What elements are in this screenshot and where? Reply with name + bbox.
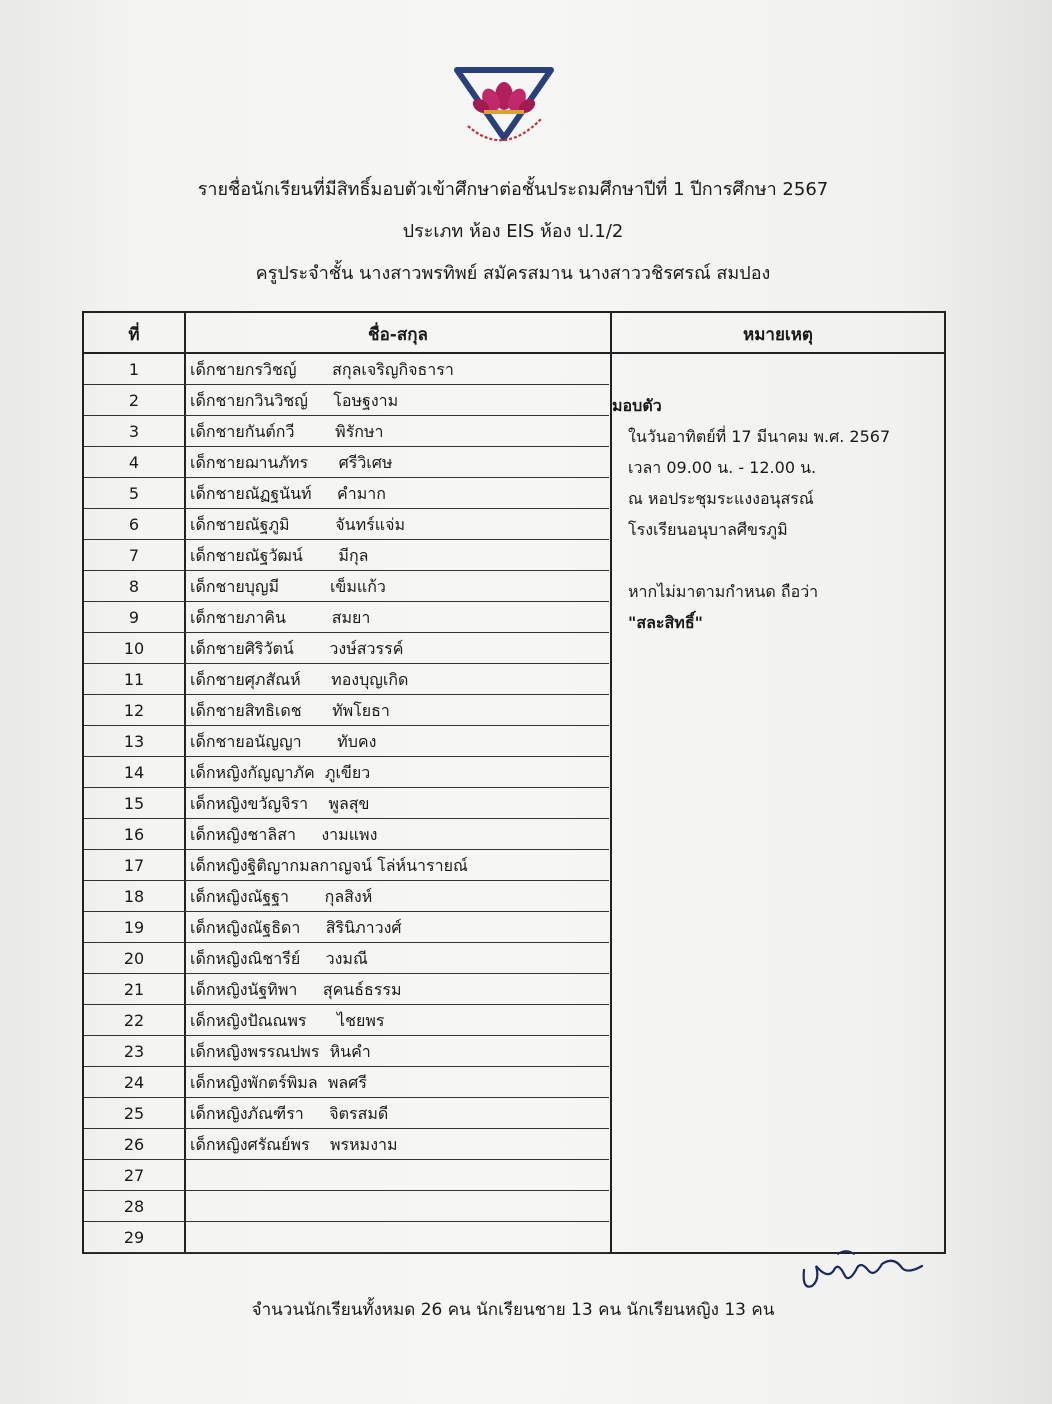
table-row — [84, 819, 609, 850]
school-logo — [454, 66, 554, 156]
table-row — [84, 602, 609, 633]
table-row — [84, 447, 609, 478]
student-name: เด็กชายอนัญญา ทับคง — [190, 732, 377, 751]
document-title: รายชื่อนักเรียนที่มีสิทธิ์มอบตัวเข้าศึกษาต่อชั้นประถมศึกษาปีที่ 1 ปีการศึกษา 2567 — [197, 179, 829, 200]
row-number: 21 — [123, 980, 145, 999]
row-number: 18 — [123, 887, 145, 906]
student-name: เด็กหญิงณัฐฐา กุลสิงห์ — [190, 887, 373, 906]
student-name: เด็กหญิงนัฐทิพา สุคนธ์ธรรม — [190, 980, 402, 999]
table-row — [84, 1067, 609, 1098]
student-name: เด็กหญิงขวัญจิรา พูลสุข — [190, 794, 370, 813]
row-number: 4 — [128, 453, 140, 472]
student-name: เด็กชายกันต์กวี พิรักษา — [190, 422, 384, 441]
table-row — [84, 726, 609, 757]
student-name: เด็กชายณัฐวัฒน์ มีกุล — [190, 546, 369, 565]
row-number: 16 — [123, 825, 145, 844]
table-row — [84, 943, 609, 974]
table-row — [84, 478, 609, 509]
row-number: 13 — [123, 732, 145, 751]
table-row — [84, 850, 609, 881]
student-name: เด็กหญิงพักตร์พิมล พลศรี — [190, 1073, 367, 1092]
row-number: 15 — [123, 794, 145, 813]
remarks-place: ณ หอประชุมระแงงอนุสรณ์ — [628, 489, 814, 508]
remarks-forfeit: "สละสิทธิ์" — [628, 613, 703, 632]
signature — [798, 1240, 928, 1300]
row-number: 2 — [128, 391, 140, 410]
table-row — [84, 757, 609, 788]
remarks-cell — [612, 390, 932, 638]
row-number: 17 — [123, 856, 145, 875]
table-row — [84, 416, 609, 447]
column-header-name: ชื่อ-สกุล — [368, 325, 428, 345]
student-name: เด็กชายภาคิน สมยา — [190, 608, 371, 627]
table-row — [84, 633, 609, 664]
row-number: 22 — [123, 1011, 145, 1030]
summary-footer: จำนวนนักเรียนทั้งหมด 26 คน นักเรียนชาย 13 คน นักเรียนหญิง 13 คน — [251, 1300, 775, 1320]
student-name: เด็กหญิงชาลิสา งามแพง — [190, 825, 378, 844]
column-header-number: ที่ — [128, 325, 140, 345]
student-name: เด็กชายกวินวิชญ์ โอษฐงาม — [190, 391, 399, 410]
student-name: เด็กชายบุญมี เข็มแก้ว — [190, 577, 386, 596]
table-row — [84, 1191, 609, 1222]
table-row — [84, 509, 609, 540]
row-number: 10 — [123, 639, 145, 658]
student-name: เด็กหญิงณิชารีย์ วงมณี — [190, 949, 368, 968]
row-number: 19 — [123, 918, 145, 937]
row-number: 5 — [128, 484, 140, 503]
table-row — [84, 881, 609, 912]
row-number: 26 — [123, 1135, 145, 1154]
row-number: 20 — [123, 949, 145, 968]
row-number: 8 — [128, 577, 140, 596]
table-row — [84, 354, 609, 385]
row-number: 29 — [123, 1228, 145, 1247]
student-name: เด็กหญิงพรรณปพร หินคำ — [190, 1042, 371, 1061]
table-row — [84, 1005, 609, 1036]
table-row — [84, 1129, 609, 1160]
row-number: 1 — [128, 360, 140, 379]
table-row — [84, 1160, 609, 1191]
table-row — [84, 1036, 609, 1067]
remarks-title: มอบตัว — [612, 396, 662, 415]
student-name: เด็กหญิงฐิติญากมลกาญจน์ โล่ห์นารายณ์ — [190, 856, 468, 875]
student-name: เด็กชายฌานภัทร ศรีวิเศษ — [190, 453, 393, 472]
table-row — [84, 1098, 609, 1129]
row-number: 23 — [123, 1042, 145, 1061]
table-row — [84, 571, 609, 602]
table-row — [84, 695, 609, 726]
row-number: 24 — [123, 1073, 145, 1092]
remarks-time: เวลา 09.00 น. - 12.00 น. — [628, 458, 817, 477]
student-name: เด็กชายกรวิชญ์ สกุลเจริญกิจธารา — [190, 360, 454, 379]
table-row — [84, 540, 609, 571]
class-type-line: ประเภท ห้อง EIS ห้อง ป.1/2 — [402, 221, 624, 242]
row-number: 7 — [128, 546, 140, 565]
student-name: เด็กหญิงณัฐธิดา สิรินิภาวงศ์ — [190, 918, 402, 937]
homeroom-teachers-line: ครูประจำชั้น นางสาวพรทิพย์ สมัครสมาน นางสาววชิรศรณ์ สมปอง — [255, 263, 771, 284]
table-row — [84, 788, 609, 819]
table-row — [84, 974, 609, 1005]
row-number: 12 — [123, 701, 145, 720]
row-number: 3 — [128, 422, 140, 441]
row-number: 9 — [128, 608, 140, 627]
student-name: เด็กหญิงกัญญาภัค ภูเขียว — [190, 763, 371, 782]
table-row — [84, 1222, 609, 1253]
table-row — [84, 664, 609, 695]
row-number: 28 — [123, 1197, 145, 1216]
row-number: 11 — [123, 670, 145, 689]
student-name: เด็กชายศิริวัตน์ วงษ์สวรรค์ — [190, 639, 404, 658]
remarks-school: โรงเรียนอนุบาลศีขรภูมิ — [628, 520, 788, 539]
student-name: เด็กหญิงศรัณย์พร พรหมงาม — [190, 1135, 398, 1154]
table-row — [84, 385, 609, 416]
remarks-date: ในวันอาทิตย์ที่ 17 มีนาคม พ.ศ. 2567 — [628, 427, 891, 446]
row-number: 14 — [123, 763, 145, 782]
student-name: เด็กชายณัฏฐนันท์ คำมาก — [190, 484, 386, 503]
table-header — [84, 313, 944, 354]
student-name: เด็กชายสิทธิเดช ทัพโยธา — [190, 701, 390, 720]
student-name: เด็กหญิงภัณฑีรา จิตรสมดี — [190, 1104, 389, 1123]
row-number: 25 — [123, 1104, 145, 1123]
row-number: 6 — [128, 515, 140, 534]
column-header-remarks: หมายเหตุ — [743, 325, 813, 345]
student-name: เด็กหญิงปัณณพร ไชยพร — [190, 1011, 385, 1030]
table-row — [84, 912, 609, 943]
student-name: เด็กชายณัฐภูมิ จันทร์แจ่ม — [190, 515, 405, 534]
remarks-warning: หากไม่มาตามกำหนด ถือว่า — [628, 582, 819, 601]
student-name: เด็กชายศุภสัณห์ ทองบุญเกิด — [190, 670, 409, 689]
row-number: 27 — [123, 1166, 145, 1185]
